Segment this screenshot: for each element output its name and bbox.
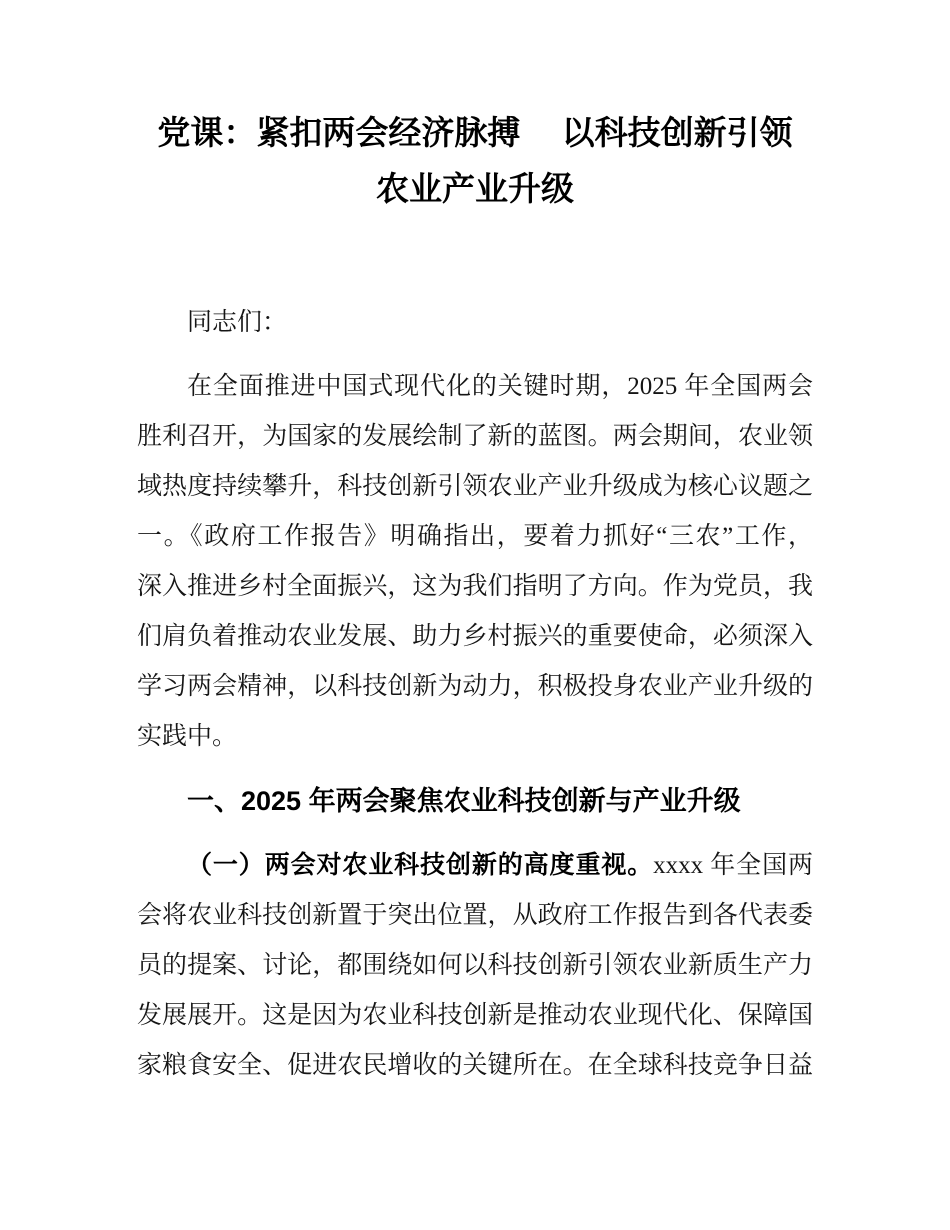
paragraph-line	[137, 991, 813, 1041]
text-run: 同志们：	[187, 309, 288, 336]
text-run: 在全面推进中国式现代化的关键时期，2025 年全国两会	[187, 373, 813, 400]
text-run: 一。《政府工作报告》明确指出，要着力抓好“三农”工作，	[137, 523, 813, 550]
greeting-paragraph	[137, 298, 813, 348]
paragraph-line	[137, 362, 813, 412]
paragraph-section-1-1	[137, 840, 813, 1091]
paragraph-line	[137, 462, 813, 512]
text-run: 发展展开。这是因为农业科技创新是推动农业现代化、保障国	[137, 1002, 813, 1029]
paragraph-line	[137, 712, 813, 762]
paragraph-line	[137, 612, 813, 662]
section-heading-1	[137, 776, 813, 826]
page-content	[0, 106, 950, 1091]
paragraph-line	[137, 840, 813, 891]
paragraph-line	[137, 512, 813, 562]
paragraph-intro	[137, 362, 813, 762]
title-line-2: 农业产业升级	[376, 172, 574, 208]
paragraph-line	[137, 1041, 813, 1091]
text-run: 会将农业科技创新置于突出位置，从政府工作报告到各代表委	[137, 902, 813, 929]
heading-line	[137, 776, 813, 826]
text-run: 胜利召开，为国家的发展绘制了新的蓝图。两会期间，农业领	[137, 423, 813, 450]
document-title	[137, 106, 813, 218]
text-run: 员的提案、讨论，都围绕如何以科技创新引领农业新质生产力	[137, 952, 813, 979]
bold-text-run: （一）两会对农业科技创新的高度重视。	[187, 851, 654, 879]
text-run: 实践中。	[137, 723, 238, 750]
bold-text-run: 一、2025 年两会聚焦农业科技创新与产业升级	[187, 786, 741, 816]
paragraph-line	[137, 941, 813, 991]
paragraph-line	[137, 412, 813, 462]
paragraph-line	[137, 662, 813, 712]
text-run: 域热度持续攀升，科技创新引领农业产业升级成为核心议题之	[137, 473, 813, 500]
text-run: xxxx 年全国两	[653, 852, 813, 879]
text-run: 们肩负着推动农业发展、助力乡村振兴的重要使命，必须深入	[137, 623, 813, 650]
paragraph-line	[137, 562, 813, 612]
greeting-line	[137, 298, 813, 348]
title-line-1: 党课：紧扣两会经济脉搏 以科技创新引领	[157, 116, 793, 152]
paragraph-line	[137, 891, 813, 941]
text-run: 深入推进乡村全面振兴，这为我们指明了方向。作为党员，我	[137, 573, 813, 600]
text-run: 学习两会精神，以科技创新为动力，积极投身农业产业升级的	[137, 673, 813, 700]
text-run: 家粮食安全、促进农民增收的关键所在。在全球科技竞争日益	[137, 1052, 813, 1079]
document-body	[137, 298, 813, 1091]
